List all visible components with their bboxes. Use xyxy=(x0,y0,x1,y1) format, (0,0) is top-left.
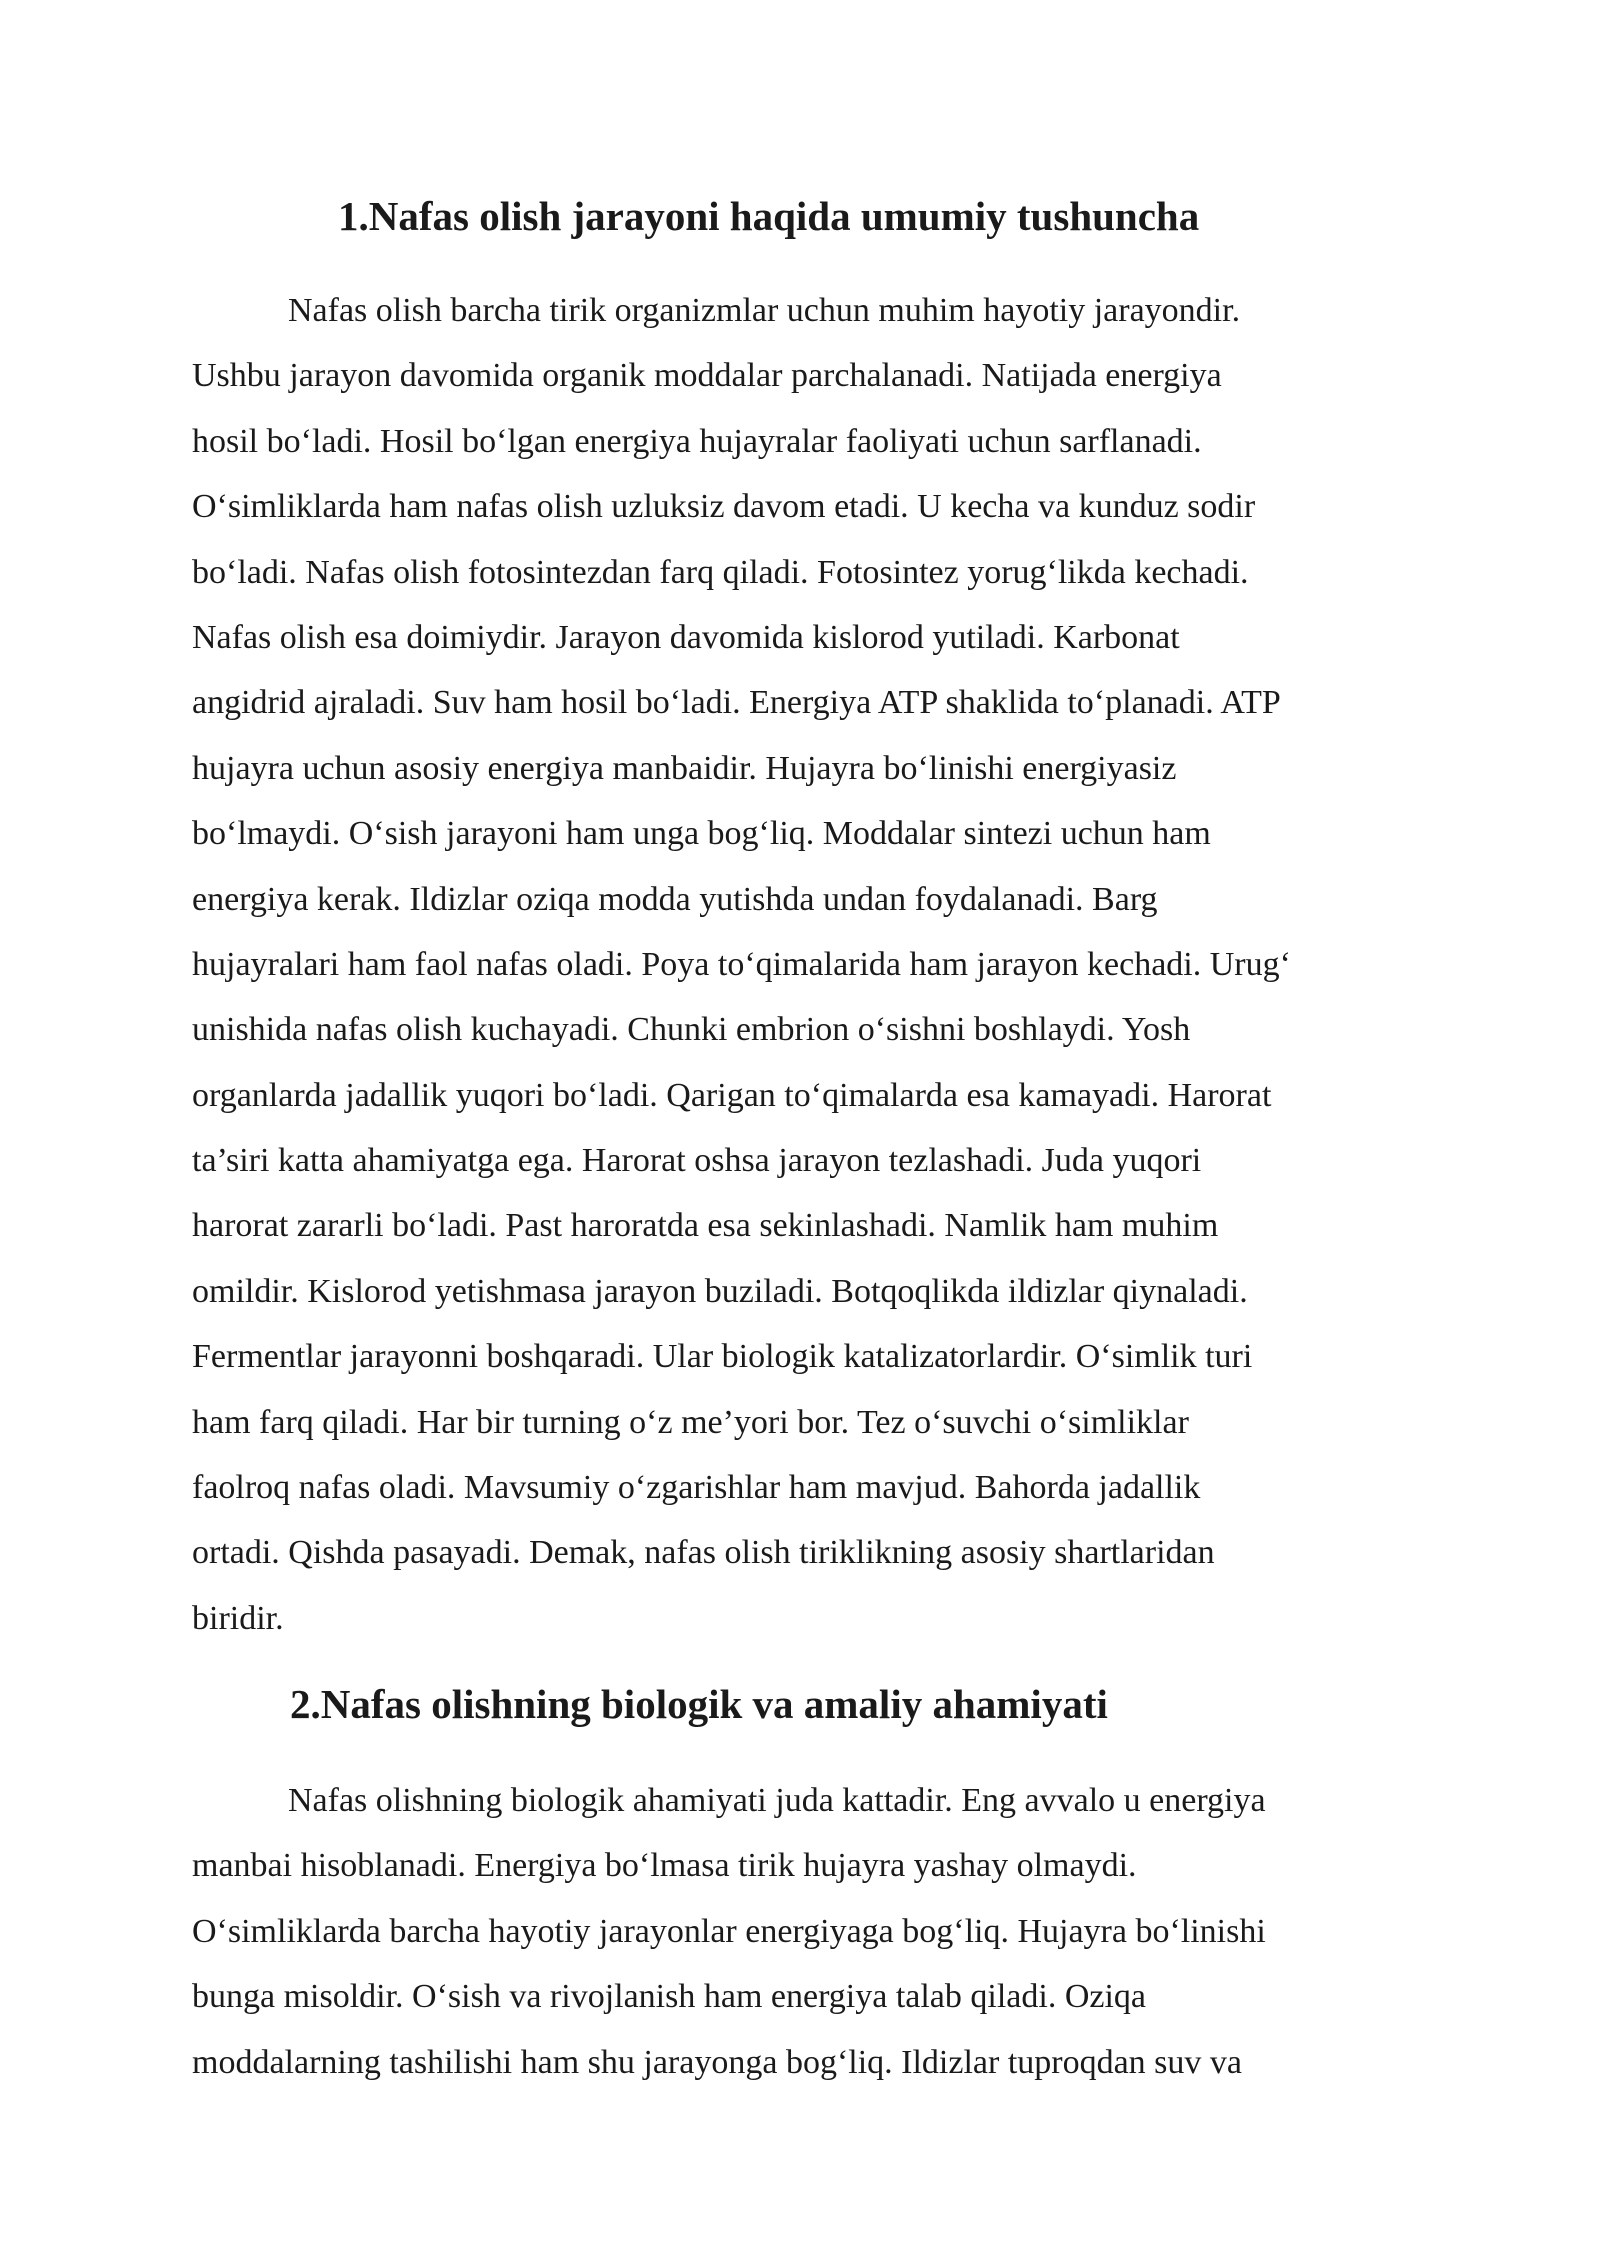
section-1-heading: 1.Nafas olish jarayoni haqida umumiy tushuncha xyxy=(338,193,1200,239)
paragraph-line: biridir. xyxy=(192,1599,284,1637)
paragraph-line: Ushbu jarayon davomida organik moddalar parchalanadi. Natijada energiya xyxy=(192,357,1222,395)
paragraph-line: bo‘ladi. Nafas olish fotosintezdan farq qiladi. Fotosintez yorug‘likda kechadi. xyxy=(192,553,1249,591)
paragraph-line: organlarda jadallik yuqori bo‘ladi. Qarigan to‘qimalarda esa kamayadi. Harorat xyxy=(192,1076,1272,1114)
paragraph-line: O‘simliklarda barcha hayotiy jarayonlar energiyaga bog‘liq. Hujayra bo‘linishi xyxy=(192,1912,1266,1950)
paragraph-line: bo‘lmaydi. O‘sish jarayoni ham unga bog‘liq. Moddalar sintezi uchun ham xyxy=(192,815,1211,853)
paragraph-line: ta’siri katta ahamiyatga ega. Harorat oshsa jarayon tezlashadi. Juda yuqori xyxy=(192,1142,1202,1180)
paragraph-line: ortadi. Qishda pasayadi. Demak, nafas olish tiriklikning asosiy shartlaridan xyxy=(192,1534,1215,1572)
paragraph-line: Fermentlar jarayonni boshqaradi. Ular biologik katalizatorlardir. O‘simlik turi xyxy=(192,1338,1253,1376)
paragraph-line: energiya kerak. Ildizlar oziqa modda yutishda undan foydalanadi. Barg xyxy=(192,880,1158,918)
paragraph-line: Nafas olish barcha tirik organizmlar uchun muhim hayotiy jarayondir. xyxy=(288,292,1241,329)
paragraph-line: bunga misoldir. O‘sish va rivojlanish ham energiya talab qiladi. Oziqa xyxy=(192,1978,1147,2016)
section-2-heading: 2.Nafas olishning biologik va amaliy ahamiyati xyxy=(290,1681,1108,1727)
section-1-paragraph xyxy=(192,278,1418,1651)
paragraph-line: hujayra uchun asosiy energiya manbaidir. Hujayra bo‘linishi energiyasiz xyxy=(192,749,1177,787)
paragraph-line: harorat zararli bo‘ladi. Past haroratda esa sekinlashadi. Namlik ham muhim xyxy=(192,1207,1219,1245)
paragraph-line: manbai hisoblanadi. Energiya bo‘lmasa tirik hujayra yashay olmaydi. xyxy=(192,1847,1137,1885)
paragraph-line: faolroq nafas oladi. Mavsumiy o‘zgarishlar ham mavjud. Bahorda jadallik xyxy=(192,1469,1201,1507)
paragraph-line: O‘simliklarda ham nafas olish uzluksiz davom etadi. U kecha va kunduz sodir xyxy=(192,488,1256,526)
paragraph-line: ham farq qiladi. Har bir turning o‘z me’yori bor. Tez o‘suvchi o‘simliklar xyxy=(192,1403,1189,1441)
paragraph-line: angidrid ajraladi. Suv ham hosil bo‘ladi. Energiya ATP shaklida to‘planadi. ATP xyxy=(192,684,1281,722)
paragraph-line: Nafas olishning biologik ahamiyati juda kattadir. Eng avvalo u energiya xyxy=(288,1782,1266,1819)
paragraph-line: Nafas olish esa doimiydir. Jarayon davomida kislorod yutiladi. Karbonat xyxy=(192,618,1180,656)
section-2-paragraph xyxy=(192,1768,1418,2095)
paragraph-line: hosil bo‘ladi. Hosil bo‘lgan energiya hujayralar faoliyati uchun sarflanadi. xyxy=(192,422,1202,460)
paragraph-line: hujayralari ham faol nafas oladi. Poya to‘qimalarida ham jarayon kechadi. Urug‘ xyxy=(192,945,1291,983)
paragraph-line: unishida nafas olish kuchayadi. Chunki embrion o‘sishni boshlaydi. Yosh xyxy=(192,1011,1191,1049)
paragraph-line: moddalarning tashilishi ham shu jarayonga bog‘liq. Ildizlar tuproqdan suv va xyxy=(192,2043,1242,2081)
paragraph-line: omildir. Kislorod yetishmasa jarayon buziladi. Botqoqlikda ildizlar qiynaladi. xyxy=(192,1272,1248,1310)
